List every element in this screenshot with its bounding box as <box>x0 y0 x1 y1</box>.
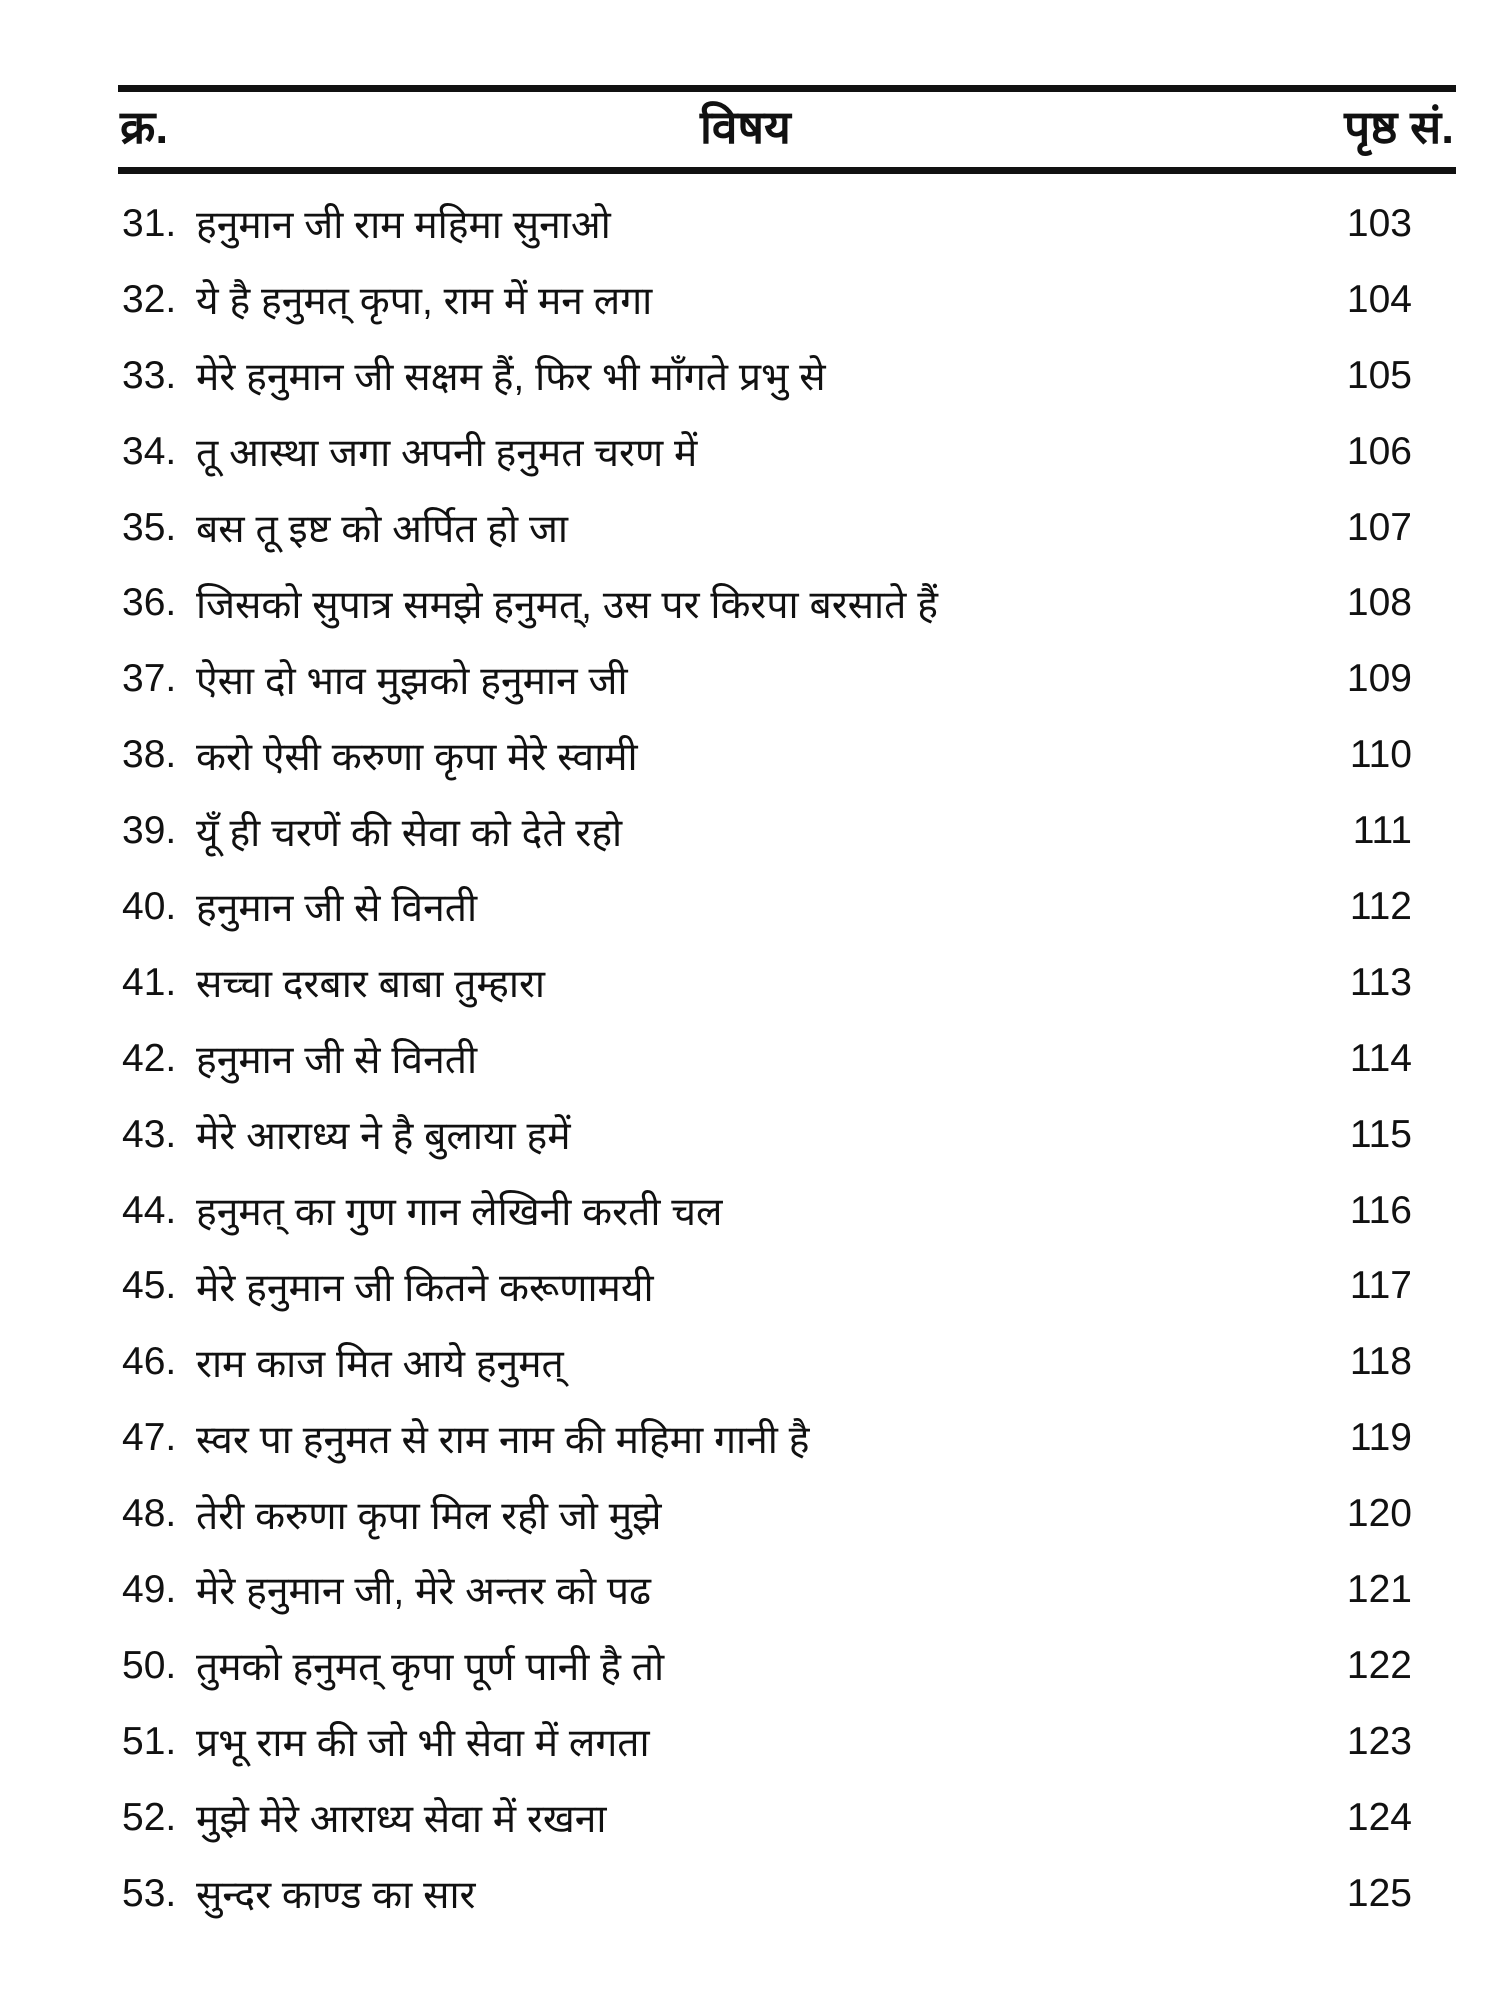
contents-row <box>122 869 1412 945</box>
contents-row <box>122 565 1412 641</box>
entry-number: 43. <box>122 1112 177 1156</box>
entry-page: 110 <box>1349 733 1412 777</box>
entry-number: 33. <box>122 353 177 397</box>
entry-page: 122 <box>1346 1643 1412 1687</box>
header-subject: विषय <box>700 101 791 153</box>
entry-title: करो ऐसी करुणा कृपा मेरे स्वामी <box>196 735 638 779</box>
contents-row <box>122 1173 1412 1249</box>
entry-title: हनुमत् का गुण गान लेखिनी करती चल <box>196 1191 723 1235</box>
entry-page: 119 <box>1349 1416 1412 1460</box>
entry-number: 53. <box>122 1871 177 1915</box>
entry-number: 52. <box>122 1795 177 1839</box>
entry-number: 31. <box>122 201 177 245</box>
contents-row <box>122 490 1412 566</box>
entry-page: 121 <box>1346 1567 1412 1611</box>
entry-page: 116 <box>1349 1188 1412 1232</box>
entry-page: 108 <box>1346 581 1412 625</box>
entry-number: 37. <box>122 657 177 701</box>
entry-title: मुझे मेरे आराध्य सेवा में रखना <box>196 1798 607 1842</box>
entry-title: तू आस्था जगा अपनी हनुमत चरण में <box>196 432 698 476</box>
entry-number: 44. <box>122 1188 177 1232</box>
header-serial: क्र. <box>120 101 169 153</box>
entry-title: सुन्दर काण्ड का सार <box>196 1874 476 1918</box>
entry-title: हनुमान जी से विनती <box>196 887 478 931</box>
entry-title: हनुमान जी से विनती <box>196 1039 478 1083</box>
header-top-rule <box>118 85 1456 92</box>
entry-number: 40. <box>122 884 177 928</box>
entry-page: 105 <box>1346 353 1412 397</box>
entry-page: 125 <box>1346 1871 1412 1915</box>
entry-page: 115 <box>1349 1112 1412 1156</box>
entry-title: मेरे हनुमान जी, मेरे अन्तर को पढ <box>196 1570 652 1614</box>
contents-row <box>122 262 1412 338</box>
entry-page: 111 <box>1352 809 1412 853</box>
entry-page: 106 <box>1346 429 1412 473</box>
contents-row <box>122 1021 1412 1097</box>
contents-row <box>122 1248 1412 1324</box>
entry-title: ये है हनुमत् कृपा, राम में मन लगा <box>196 280 653 324</box>
entry-page: 120 <box>1346 1492 1412 1536</box>
entry-number: 36. <box>122 581 177 625</box>
contents-row <box>122 414 1412 490</box>
contents-row <box>122 338 1412 414</box>
entry-page: 114 <box>1349 1036 1412 1080</box>
entry-number: 50. <box>122 1643 177 1687</box>
contents-row <box>122 945 1412 1021</box>
entry-title: स्वर पा हनुमत से राम नाम की महिमा गानी है <box>196 1418 810 1462</box>
contents-row <box>122 1552 1412 1628</box>
entry-title: मेरे हनुमान जी कितने करूणामयी <box>196 1266 654 1310</box>
entry-page: 112 <box>1349 884 1412 928</box>
header-bottom-rule <box>118 167 1456 174</box>
contents-row <box>122 1704 1412 1780</box>
entry-title: प्रभू राम की जो भी सेवा में लगता <box>196 1722 650 1766</box>
contents-row <box>122 793 1412 869</box>
entry-page: 104 <box>1346 277 1412 321</box>
contents-row <box>122 1097 1412 1173</box>
contents-list <box>122 186 1412 1931</box>
entry-title: मेरे हनुमान जी सक्षम हैं, फिर भी माँगते प्रभु से <box>196 356 826 400</box>
entry-number: 51. <box>122 1719 177 1763</box>
entry-number: 48. <box>122 1492 177 1536</box>
entry-page: 113 <box>1349 960 1412 1004</box>
header-page: पृष्ठ सं. <box>1344 101 1454 153</box>
contents-row <box>122 186 1412 262</box>
entry-number: 45. <box>122 1264 177 1308</box>
entry-title: यूँ ही चरणें की सेवा को देते रहो <box>196 811 623 855</box>
entry-number: 41. <box>122 960 177 1004</box>
entry-title: ऐसा दो भाव मुझको हनुमान जी <box>196 659 628 703</box>
entry-title: मेरे आराध्य ने है बुलाया हमें <box>196 1115 571 1159</box>
contents-row <box>122 1400 1412 1476</box>
contents-row <box>122 1476 1412 1552</box>
entry-number: 34. <box>122 429 177 473</box>
entry-number: 32. <box>122 277 177 321</box>
entry-page: 124 <box>1346 1795 1412 1839</box>
entry-title: जिसको सुपात्र समझे हनुमत्, उस पर किरपा बरसाते हैं <box>196 583 938 627</box>
entry-number: 42. <box>122 1036 177 1080</box>
entry-number: 46. <box>122 1340 177 1384</box>
entry-number: 38. <box>122 733 177 777</box>
entry-page: 118 <box>1349 1340 1412 1384</box>
contents-row <box>122 1856 1412 1932</box>
contents-row <box>122 717 1412 793</box>
contents-row <box>122 1324 1412 1400</box>
entry-page: 107 <box>1346 505 1412 549</box>
entry-page: 123 <box>1346 1719 1412 1763</box>
contents-row <box>122 1628 1412 1704</box>
entry-page: 103 <box>1346 201 1412 245</box>
entry-page: 109 <box>1346 657 1412 701</box>
entry-number: 39. <box>122 809 177 853</box>
contents-row <box>122 1780 1412 1856</box>
entry-title: हनुमान जी राम महिमा सुनाओ <box>196 204 611 248</box>
entry-title: तुमको हनुमत् कृपा पूर्ण पानी है तो <box>196 1646 665 1690</box>
entry-number: 47. <box>122 1416 177 1460</box>
entry-number: 35. <box>122 505 177 549</box>
entry-number: 49. <box>122 1567 177 1611</box>
entry-title: सच्चा दरबार बाबा तुम्हारा <box>196 963 546 1007</box>
entry-title: तेरी करुणा कृपा मिल रही जो मुझे <box>196 1494 662 1538</box>
entry-title: बस तू इष्ट को अर्पित हो जा <box>196 508 568 551</box>
contents-row <box>122 641 1412 717</box>
entry-title: राम काज मित आये हनुमत् <box>196 1342 564 1386</box>
entry-page: 117 <box>1349 1264 1412 1308</box>
